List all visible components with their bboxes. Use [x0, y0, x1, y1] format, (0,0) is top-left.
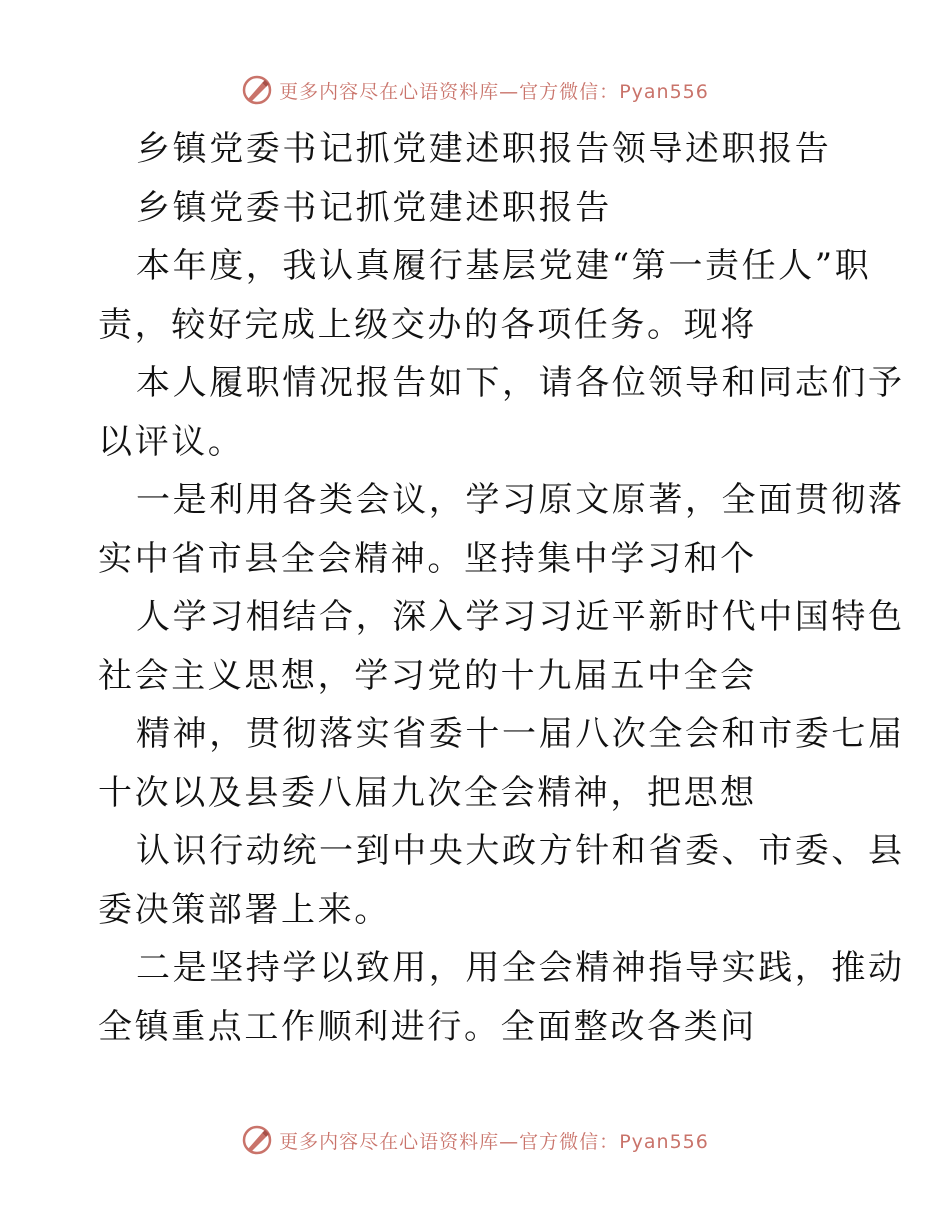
document-line: 责，较好完成上级交办的各项任务。现将 [98, 304, 757, 345]
document-line: 本年度，我认真履行基层党建“第一责任人”职 [136, 246, 872, 286]
banner-text: 更多内容尽在心语资料库—官方微信：Pyan556 [279, 80, 709, 103]
pen-logo-icon [241, 74, 273, 106]
document-line: 十次以及县委八届九次全会精神，把思想 [98, 772, 757, 813]
document-line: 认识行动统一到中央大政方针和省委、市委、县 [136, 831, 905, 871]
document-line: 全镇重点工作顺利进行。全面整改各类问 [98, 1006, 757, 1047]
document-line: 精神，贯彻落实省委十一届八次全会和市委七届 [136, 714, 905, 754]
footer-watermark-banner [0, 1120, 950, 1160]
document-body [98, 120, 905, 1056]
document-line: 乡镇党委书记抓党建述职报告 [136, 187, 612, 228]
document-line: 人学习相结合，深入学习习近平新时代中国特色 [136, 597, 905, 637]
document-line: 以评议。 [98, 421, 245, 462]
banner-text: 更多内容尽在心语资料库—官方微信：Pyan556 [279, 1130, 709, 1153]
pen-logo-icon [241, 1124, 273, 1156]
document-line: 社会主义思想，学习党的十九届五中全会 [98, 655, 757, 696]
document-line: 实中省市县全会精神。坚持集中学习和个 [98, 538, 757, 579]
document-line: 一是利用各类会议，学习原文原著，全面贯彻落 [136, 480, 905, 520]
document-line: 二是坚持学以致用，用全会精神指导实践，推动 [136, 948, 905, 988]
header-watermark-banner [0, 70, 950, 110]
document-line: 委决策部署上来。 [98, 889, 391, 930]
document-line: 本人履职情况报告如下，请各位领导和同志们予 [136, 363, 905, 403]
document-line: 乡镇党委书记抓党建述职报告领导述职报告 [136, 129, 832, 169]
